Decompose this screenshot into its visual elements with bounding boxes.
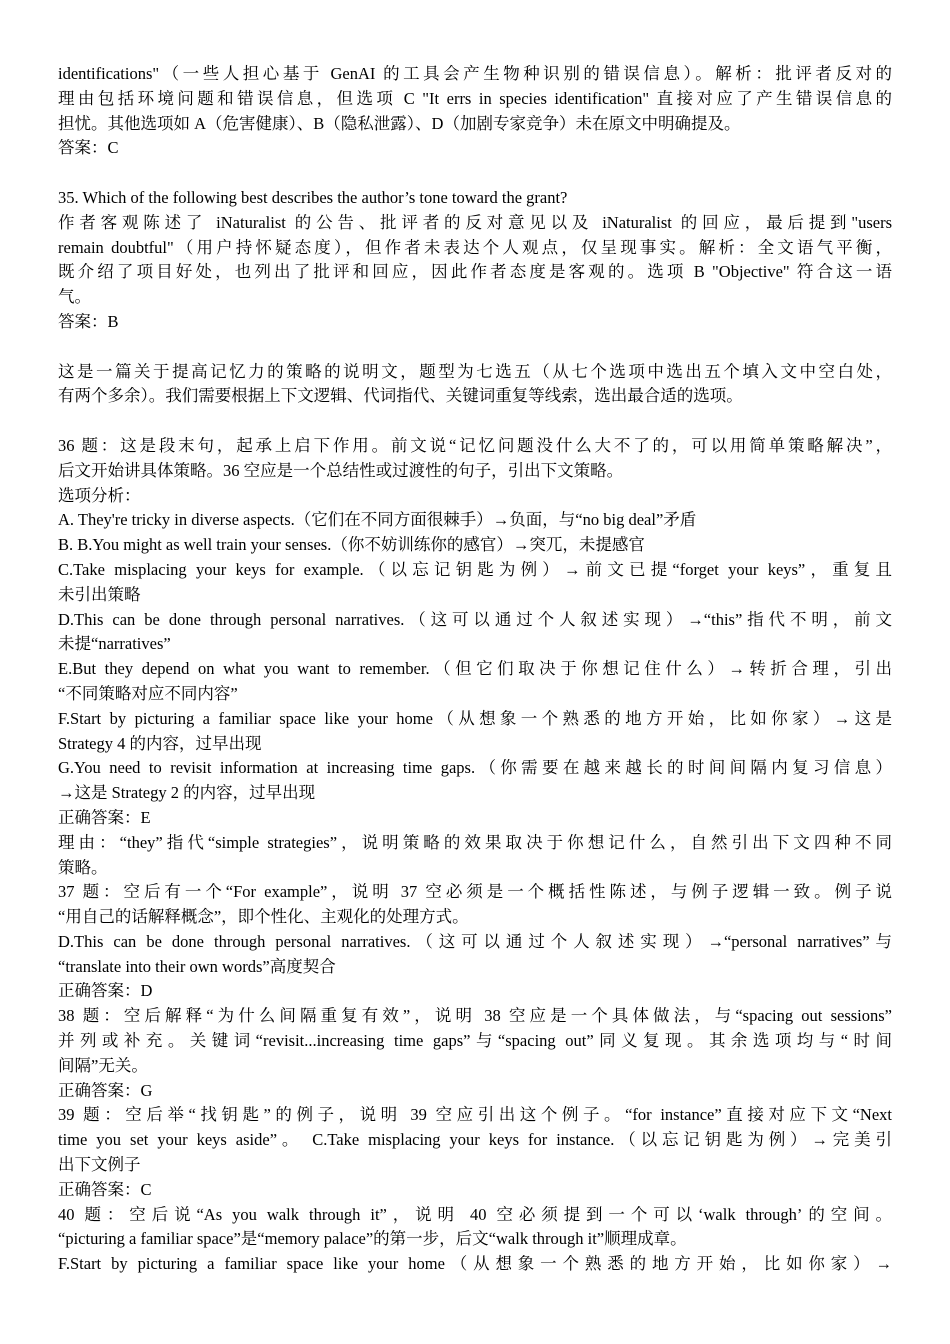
option-line: A. They're tricky in diverse aspects.（它们在不同方面很棘手）→负面，与“no big deal”矛盾 [58,510,697,530]
text-line: Strategy 4 的内容，过早出现 [58,733,262,753]
q36-40-block [58,434,892,1277]
option-line: B. B.You might as well train your senses.（你不妨训练你的感官）→突兀，未提感官 [58,535,645,555]
option-line: C.Take misplacing your keys for example.（以忘记钥匙为例）→前文已提“forget your keys”，重复且 [58,559,892,579]
text-line: 40 题：空后说“As you walk through it”，说明 40 空必须提到一个可以‘walk through’的空间。 [58,1204,892,1224]
text-line: 38 题：空后解释“为什么间隔重复有效”，说明 38 空应是一个具体做法，与“spacing out sessions” [58,1006,892,1026]
q35-block [58,186,892,335]
option-line: D.This can be done through personal narratives.（这可以通过个人叙述实现）→“this”指代不明，前文 [58,609,892,629]
answer-line: 答案：C [58,138,119,158]
option-line: G.You need to revisit information at increasing time gaps.（你需要在越来越长的时间间隔内复习信息） [58,758,892,778]
answer-line: 正确答案：C [58,1179,152,1199]
text-line: 间隔”无关。 [58,1055,148,1075]
paragraph-gap [58,161,892,186]
text-line: 出下文例子 [58,1155,141,1175]
text-line: 理由：“they”指代“simple strategies”，说明策略的效果取决于你想记什么，自然引出下文四种不同 [58,832,892,852]
text-line: “picturing a familiar space”是“memory palace”的第一步，后文“walk through it”顺理成章。 [58,1229,687,1249]
text-line: 担忧。其他选项如 A（危害健康）、B（隐私泄露）、D（加剧专家竞争）未在原文中明确提及。 [58,113,741,133]
answer-line: 正确答案：G [58,1080,153,1100]
text-line: 有两个多余）。我们需要根据上下文逻辑、代词指代、关键词重复等线索，选出最合适的选项。 [58,386,743,406]
text-line: 并列或补充。关键词“revisit...increasing time gaps”与“spacing out”同义复现。其余选项均与“时间 [58,1031,892,1051]
text-line: “用自己的话解释概念”，即个性化、主观化的处理方式。 [58,907,469,927]
option-line: E.But they depend on what you want to remember.（但它们取决于你想记住什么）→转折合理，引出 [58,659,892,679]
text-line: identifications"（一些人担心基于 GenAI 的工具会产生物种识别的错误信息）。解析：批评者反对的 [58,64,892,83]
option-line: D.This can be done through personal narratives.（这可以通过个人叙述实现）→“personal narratives”与 [58,931,892,951]
text-line: 37 题：空后有一个“For example”，说明 37 空必须是一个概括性陈述，与例子逻辑一致。例子说 [58,882,892,902]
question-heading: 35. Which of the following best describes the author’s tone toward the grant? [58,187,568,207]
text-line: 选项分析： [58,485,141,505]
text-line: 后文开始讲具体策略。36 空应是一个总结性或过渡性的句子，引出下文策略。 [58,460,624,480]
text-line: 36 题：这是段末句，起承上启下作用。前文说“记忆问题没什么大不了的，可以用简单策略解决”， [58,435,892,455]
section-intro [58,360,892,410]
text-line: 作者客观陈述了 iNaturalist 的公告、批评者的反对意见以及 iNaturalist 的回应，最后提到"users [58,212,892,232]
text-line: 既介绍了项目好处，也列出了批评和回应，因此作者态度是客观的。选项 B "Objective" 符合这一语 [58,262,892,282]
text-line: 理由包括环境问题和错误信息，但选项 C "It errs in species identification" 直接对应了产生错误信息的 [58,88,892,108]
q34-explanation [58,62,892,161]
text-line: 这是一篇关于提高记忆力的策略的说明文，题型为七选五（从七个选项中选出五个填入文中空白处， [58,361,892,381]
paragraph-gap [58,335,892,360]
text-line: 策略。 [58,857,108,877]
text-line: 气。 [58,287,91,307]
answer-line: 答案：B [58,311,119,331]
text-line: →这是 Strategy 2 的内容，过早出现 [58,783,316,803]
text-line: “不同策略对应不同内容” [58,683,238,703]
text-line: “translate into their own words”高度契合 [58,956,336,976]
answer-line: 正确答案：D [58,981,153,1001]
paragraph-gap [58,409,892,434]
option-line: F.Start by picturing a familiar space like your home（从想象一个熟悉的地方开始，比如你家）→ [58,1254,892,1274]
text-line: 39 题：空后举“找钥匙”的例子，说明 39 空应引出这个例子。“for instance”直接对应下文“Next [58,1105,892,1125]
option-line: time you set your keys aside”。 C.Take misplacing your keys for instance.（以忘记钥匙为例）→完美引 [58,1130,892,1150]
text-line: remain doubtful"（用户持怀疑态度），但作者未表达个人观点，仅呈现事实。解析：全文语气平衡， [58,237,892,257]
text-line: 未提“narratives” [58,634,171,654]
option-line: F.Start by picturing a familiar space like your home（从想象一个熟悉的地方开始，比如你家）→这是 [58,708,892,728]
text-line: 未引出策略 [58,584,141,604]
answer-line: 正确答案：E [58,807,151,827]
